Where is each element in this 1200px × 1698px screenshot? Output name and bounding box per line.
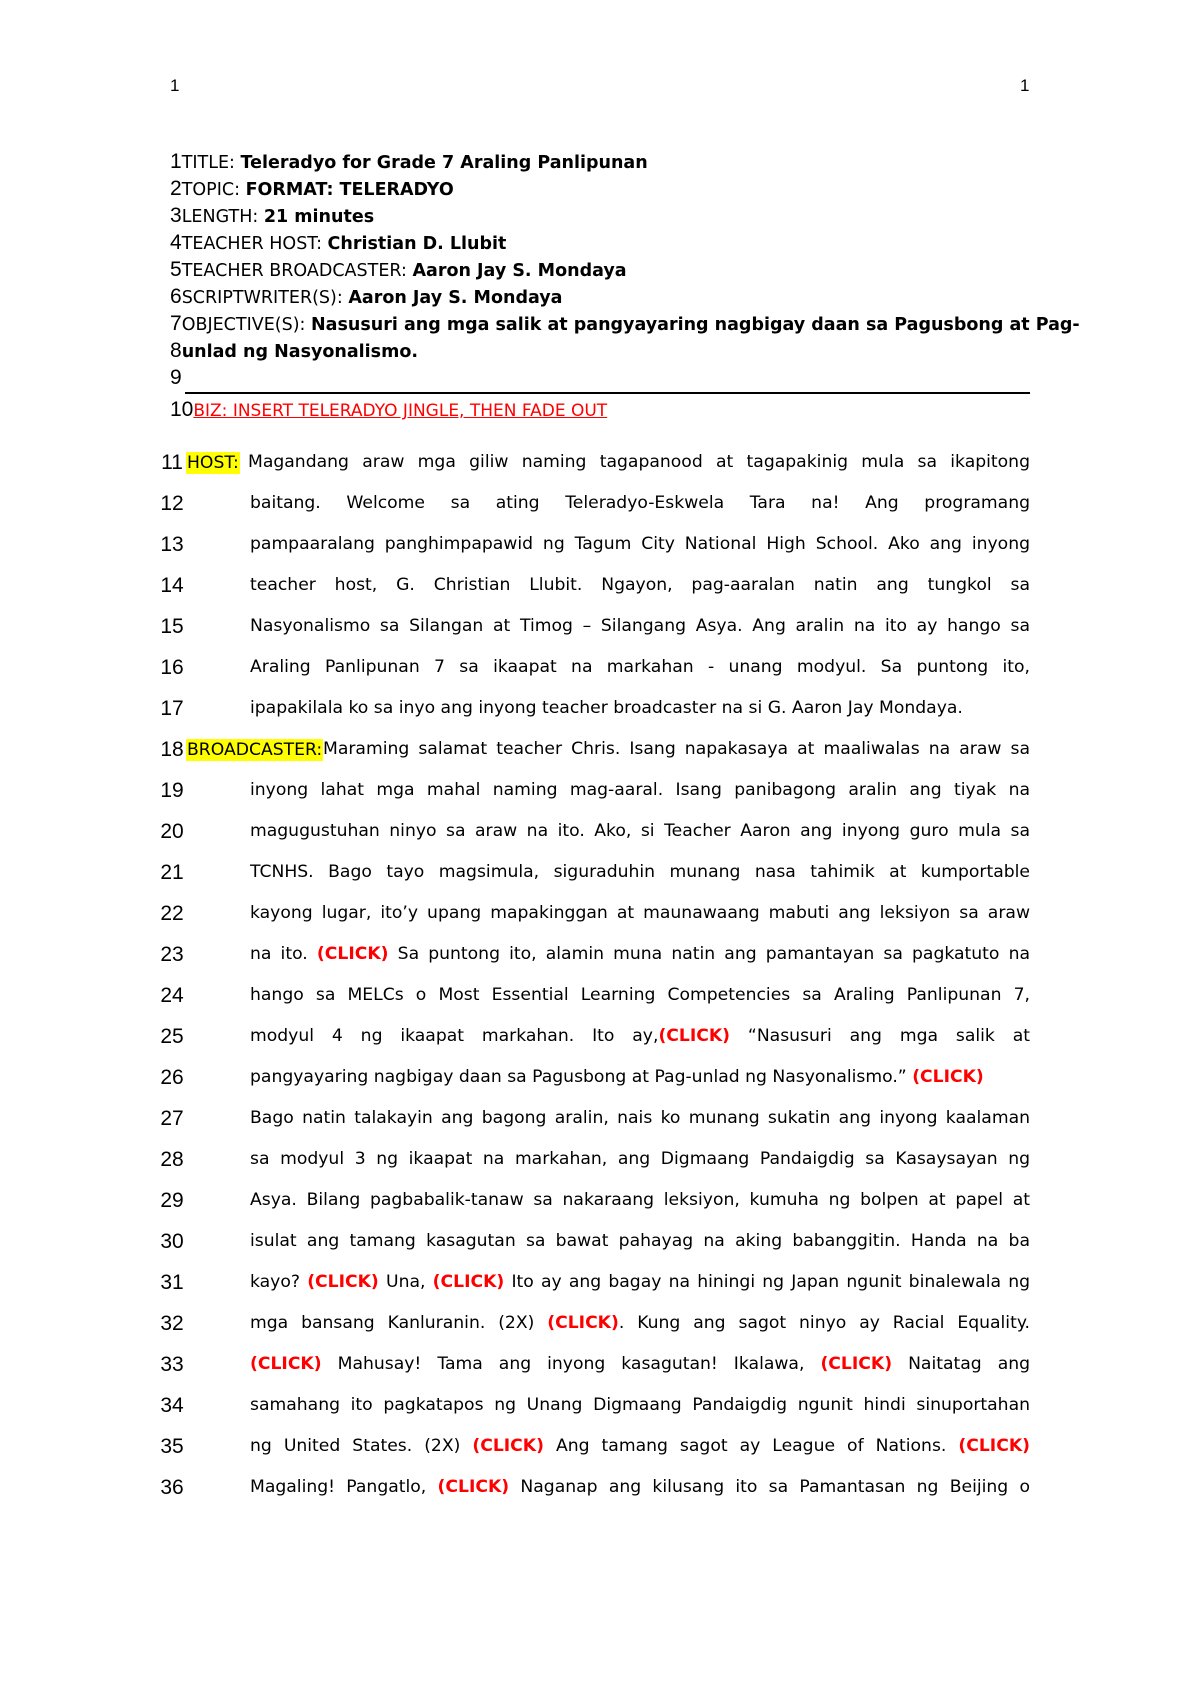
line-number: 5 (170, 258, 182, 281)
line-number: 20 (160, 820, 184, 843)
line-number: 25 (160, 1025, 184, 1048)
line-number: 22 (160, 902, 184, 925)
line-text: na ito. (CLICK) Sa puntong ito, alamin muna natin ang pamantayan sa pagkatuto na (250, 944, 1030, 964)
title-label: TITLE: (181, 153, 235, 173)
script-line-13 (158, 524, 1030, 565)
click-cue: (CLICK) (316, 944, 389, 964)
line-number: 17 (160, 697, 184, 720)
script-line-12 (158, 483, 1030, 524)
biz-text: BIZ: INSERT TELERADYO JINGLE, THEN FADE OUT (193, 401, 608, 421)
line-number: 23 (160, 943, 184, 966)
line-number: 1 (170, 150, 182, 173)
objective-value: Nasusuri ang mga salik at pangyayaring nagbigay daan sa Pagusbong at Pag- (311, 315, 1080, 335)
script-line-28 (158, 1139, 1030, 1180)
line-text: magugustuhan ninyo sa araw na ito. Ako, si Teacher Aaron ang inyong guro mula sa (250, 821, 1030, 841)
line-number: 36 (160, 1476, 184, 1499)
header-line-broadcaster (170, 256, 1030, 283)
line-number: 27 (160, 1107, 184, 1130)
script-line-30 (158, 1221, 1030, 1262)
line-number: 18 (160, 738, 184, 761)
host-label: TEACHER HOST: (181, 234, 322, 254)
title-value: Teleradyo for Grade 7 Araling Panlipunan (240, 153, 648, 173)
line-number: 30 (160, 1230, 184, 1253)
line-text: pangyayaring nagbigay daan sa Pagusbong at Pag-unlad ng Nasyonalismo.” (CLICK) (250, 1067, 984, 1087)
script-line-11 (158, 442, 1030, 483)
script-line-33 (158, 1344, 1030, 1385)
line-number: 33 (160, 1353, 184, 1376)
line-number: 26 (160, 1066, 184, 1089)
line-number: 31 (160, 1271, 184, 1294)
line-number: 35 (160, 1435, 184, 1458)
script-line-24 (158, 975, 1030, 1016)
click-cue: (CLICK) (437, 1477, 510, 1497)
line-number: 4 (170, 231, 182, 254)
line-number: 6 (170, 285, 182, 308)
script-line-35 (158, 1426, 1030, 1467)
host-value: Christian D. Llubit (327, 234, 507, 254)
script-line-14 (158, 565, 1030, 606)
line-text: Nasyonalismo sa Silangan at Timog – Silangang Asya. Ang aralin na ito ay hango sa (250, 616, 1030, 636)
line-number: 24 (160, 984, 184, 1007)
line-number: 11 (161, 451, 183, 474)
click-cue: (CLICK) (958, 1436, 1030, 1456)
topic-value: FORMAT: TELERADYO (245, 180, 454, 200)
scriptwriter-label: SCRIPTWRITER(S): (181, 288, 343, 308)
script-line-21 (158, 852, 1030, 893)
line-text: Bago natin talakayin ang bagong aralin, nais ko munang sukatin ang inyong kaalaman (250, 1108, 1030, 1128)
header-line-title (170, 148, 1030, 175)
script-line-36 (158, 1467, 1030, 1508)
script-line-20 (158, 811, 1030, 852)
click-cue: (CLICK) (820, 1354, 893, 1374)
script-line-32 (158, 1303, 1030, 1344)
script-line-18 (158, 729, 1030, 770)
line-text: kayo? (CLICK) Una, (CLICK) Ito ay ang bagay na hiningi ng Japan ngunit binalewala ng (250, 1272, 1031, 1292)
objective-label: OBJECTIVE(S): (181, 315, 306, 335)
line-text: Magandang araw mga giliw naming tagapanood at tagapakinig mula sa ikapitong (248, 452, 1030, 472)
script-line-27 (158, 1098, 1030, 1139)
script-line-17 (158, 688, 1030, 729)
line-number: 8 (170, 339, 182, 362)
line-text: kayong lugar, ito’y upang mapakinggan at maunawaang mabuti ang leksiyon sa araw (250, 903, 1030, 923)
line-number: 15 (160, 615, 184, 638)
line-number: 29 (160, 1189, 184, 1212)
click-cue: (CLICK) (250, 1354, 322, 1374)
click-cue: (CLICK) (912, 1067, 984, 1087)
script-line-25 (158, 1016, 1030, 1057)
topic-label: TOPIC: (181, 180, 240, 200)
line-number: 7 (170, 312, 182, 335)
script-line-34 (158, 1385, 1030, 1426)
script-line-26 (158, 1057, 1030, 1098)
line-number: 13 (160, 533, 184, 556)
click-cue: (CLICK) (472, 1436, 544, 1456)
line-text: modyul 4 ng ikaapat markahan. Ito ay,(CLICK) “Nasusuri ang mga salik at (250, 1026, 1031, 1046)
header-line-topic (170, 175, 1030, 202)
line-number: 28 (160, 1148, 184, 1171)
objective-value-cont: unlad ng Nasyonalismo. (181, 342, 418, 362)
header-line-scriptwriter (170, 283, 1030, 310)
line-number: 12 (160, 492, 184, 515)
page-number-left: 1 (170, 76, 180, 95)
line-number: 3 (170, 204, 182, 227)
line-number: 32 (160, 1312, 184, 1335)
speaker-broadcaster: BROADCASTER: (187, 740, 323, 760)
script-line-23 (158, 934, 1030, 975)
header-line-objective (170, 310, 1080, 337)
line-text: Magaling! Pangatlo, (CLICK) Naganap ang kilusang ito sa Pamantasan ng Beijing o (250, 1477, 1030, 1497)
script-line-19 (158, 770, 1030, 811)
line-text: Asya. Bilang pagbabalik-tanaw sa nakaraang leksiyon, kumuha ng bolpen at papel at (250, 1190, 1030, 1210)
line-text: hango sa MELCs o Most Essential Learning Competencies sa Araling Panlipunan 7, (250, 985, 1030, 1005)
line-number: 19 (160, 779, 184, 802)
line-text: inyong lahat mga mahal naming mag-aaral. Isang panibagong aralin ang tiyak na (250, 780, 1030, 800)
line-number: 21 (160, 861, 184, 884)
line-text: pampaaralang panghimpapawid ng Tagum City National High School. Ako ang inyong (250, 534, 1030, 554)
line-text: teacher host, G. Christian Llubit. Ngayon, pag-aaralan natin ang tungkol sa (250, 575, 1030, 595)
line-number: 14 (160, 574, 184, 597)
click-cue: (CLICK) (432, 1272, 505, 1292)
click-cue: (CLICK) (307, 1272, 379, 1292)
script-line-31 (158, 1262, 1030, 1303)
script-line-22 (158, 893, 1030, 934)
line-number: 16 (160, 656, 184, 679)
line-text: sa modyul 3 ng ikaapat na markahan, ang Digmaang Pandaigdig sa Kasaysayan ng (250, 1149, 1030, 1169)
header-line-objective-cont (170, 337, 1030, 364)
page-number-right: 1 (1020, 76, 1030, 95)
click-cue: (CLICK) (658, 1026, 731, 1046)
scriptwriter-value: Aaron Jay S. Mondaya (348, 288, 563, 308)
header-line-host (170, 229, 1030, 256)
script-line-15 (158, 606, 1030, 647)
line-text: samahang ito pagkatapos ng Unang Digmaang Pandaigdig ngunit hindi sinuportahan (250, 1395, 1030, 1415)
line-text: ipapakilala ko sa inyo ang inyong teacher broadcaster na si G. Aaron Jay Mondaya. (250, 698, 963, 718)
script-line-16 (158, 647, 1030, 688)
header-line-blank (170, 364, 1030, 391)
line-text: (CLICK) Mahusay! Tama ang inyong kasagutan! Ikalawa, (CLICK) Naitatag ang (250, 1354, 1031, 1374)
line-text: isulat ang tamang kasagutan sa bawat pahayag na aking babanggitin. Handa na ba (250, 1231, 1030, 1251)
click-cue: (CLICK) (547, 1313, 619, 1333)
line-number: 34 (160, 1394, 184, 1417)
line-text: TCNHS. Bago tayo magsimula, siguraduhin munang nasa tahimik at kumportable (250, 862, 1030, 882)
broadcaster-value: Aaron Jay S. Mondaya (412, 261, 627, 281)
length-value: 21 minutes (263, 207, 375, 227)
length-label: LENGTH: (181, 207, 259, 227)
speaker-host: HOST: (187, 453, 239, 473)
line-text: Maraming salamat teacher Chris. Isang napakasaya at maaliwalas na araw sa (323, 739, 1030, 759)
line-text: baitang. Welcome sa ating Teleradyo-Eskwela Tara na! Ang programang (250, 493, 1030, 513)
biz-cue (170, 397, 607, 423)
line-number: 2 (170, 177, 182, 200)
header-line-length (170, 202, 1030, 229)
line-text: mga bansang Kanluranin. (2X) (CLICK). Kung ang sagot ninyo ay Racial Equality. (250, 1313, 1030, 1333)
line-text: ng United States. (2X) (CLICK) Ang tamang sagot ay League of Nations. (CLICK) (250, 1436, 1030, 1456)
line-number: 10 (170, 398, 194, 421)
line-number: 9 (170, 366, 182, 389)
header-divider (185, 392, 1030, 394)
script-line-29 (158, 1180, 1030, 1221)
line-text: Araling Panlipunan 7 sa ikaapat na markahan - unang modyul. Sa puntong ito, (250, 657, 1030, 677)
broadcaster-label: TEACHER BROADCASTER: (181, 261, 407, 281)
